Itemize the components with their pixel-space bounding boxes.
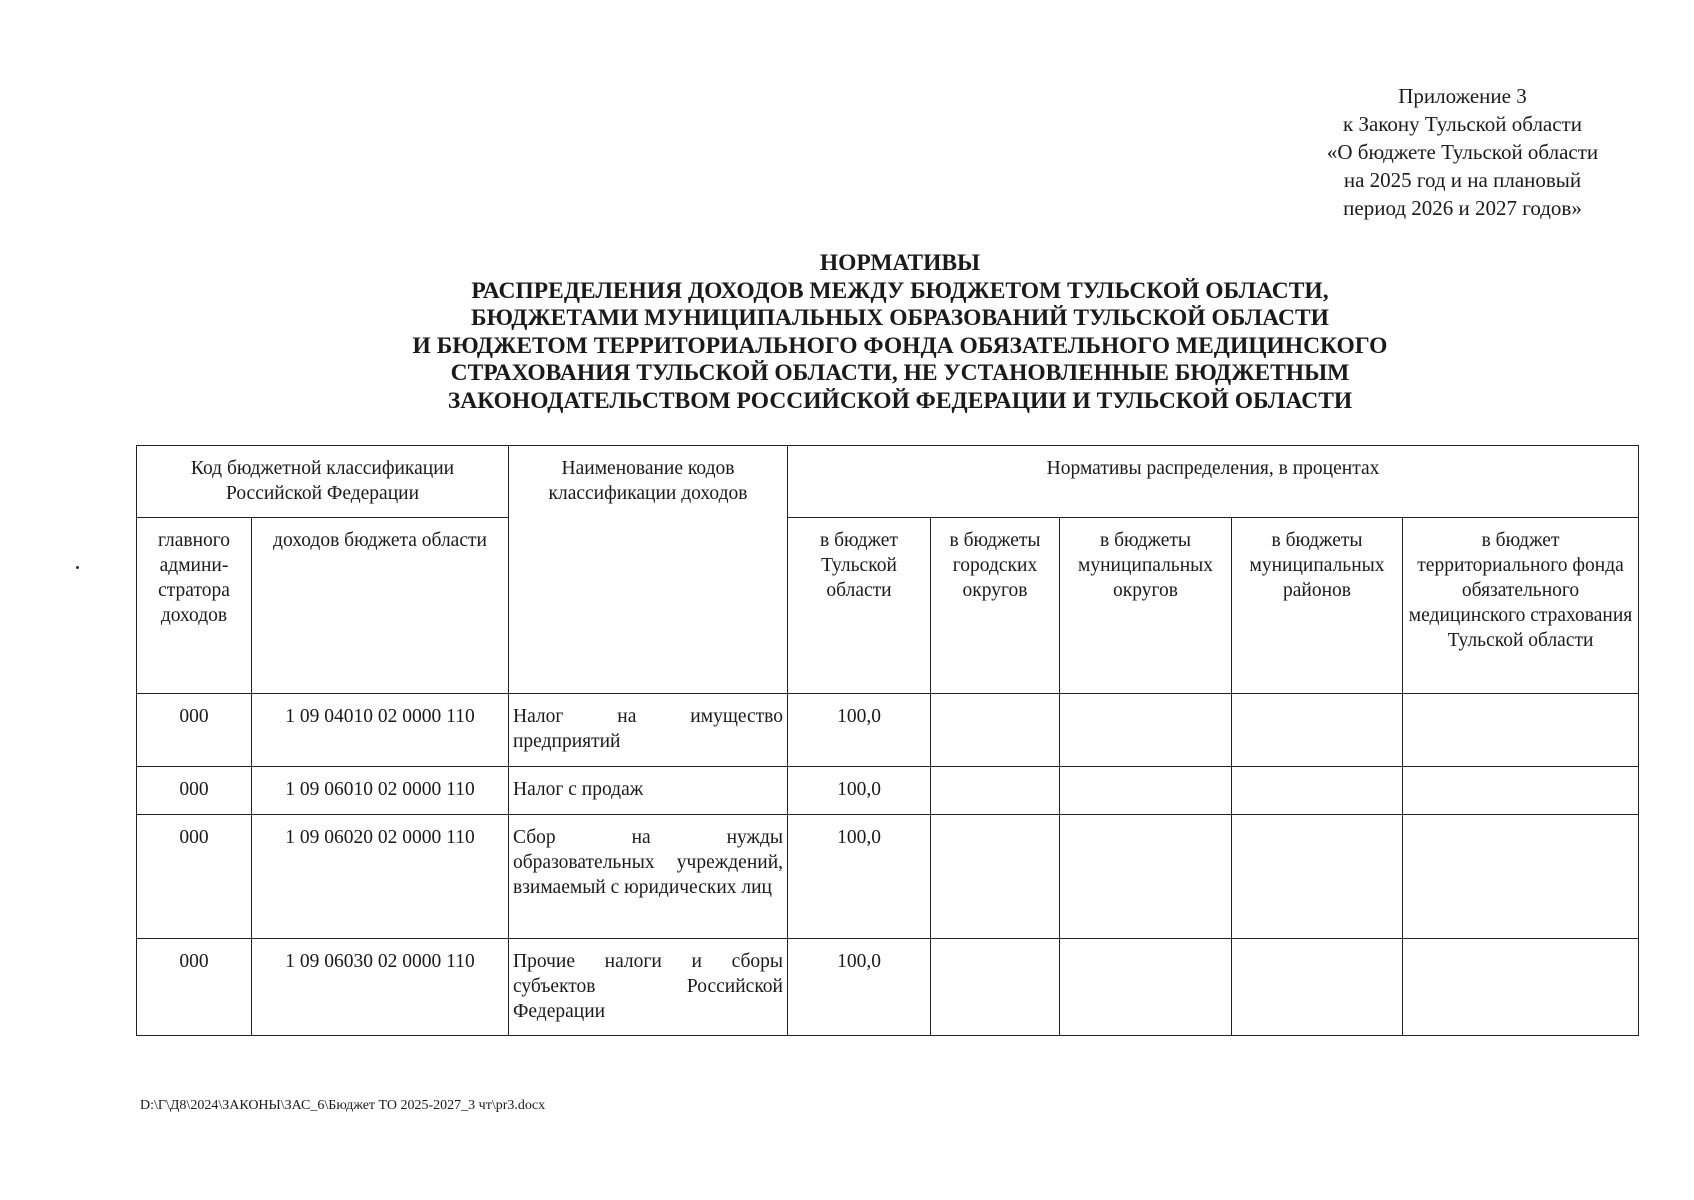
header-municipal-okrug: в бюджеты муниципальных округов bbox=[1060, 518, 1232, 694]
cell-municipal-okrug bbox=[1060, 815, 1232, 939]
table-row bbox=[137, 767, 1639, 815]
title-line: СТРАХОВАНИЯ ТУЛЬСКОЙ ОБЛАСТИ, НЕ УСТАНОВЛЕННЫЕ БЮДЖЕТНЫМ bbox=[450, 360, 1350, 386]
cell-tfoms bbox=[1403, 767, 1639, 815]
cell-tfoms bbox=[1403, 694, 1639, 767]
cell-city bbox=[931, 939, 1060, 1036]
appendix-line: «О бюджете Тульской области bbox=[1326, 140, 1599, 164]
header-municipal-rayon: в бюджеты муниципальных районов bbox=[1232, 518, 1403, 694]
cell-municipal-okrug bbox=[1060, 939, 1232, 1036]
file-path-footer: D:\Г\Д8\2024\ЗАКОНЫ\ЗАС_6\Бюджет ТО 2025-2027_3 чт\pr3.docx bbox=[140, 1098, 546, 1113]
title-line: И БЮДЖЕТОМ ТЕРРИТОРИАЛЬНОГО ФОНДА ОБЯЗАТЕЛЬНОГО МЕДИЦИНСКОГО bbox=[412, 332, 1388, 359]
cell-city bbox=[931, 815, 1060, 939]
cell-admin: 000 bbox=[137, 939, 252, 1036]
title-line: НОРМАТИВЫ bbox=[819, 250, 981, 276]
cell-region: 100,0 bbox=[788, 939, 931, 1036]
cell-name: Сбор на нужды образовательных учреждений, взимаемый с юридических лиц bbox=[509, 815, 788, 939]
cell-admin: 000 bbox=[137, 694, 252, 767]
cell-municipal-okrug bbox=[1060, 767, 1232, 815]
cell-region: 100,0 bbox=[788, 815, 931, 939]
cell-municipal-rayon bbox=[1232, 694, 1403, 767]
title-line: РАСПРЕДЕЛЕНИЯ ДОХОДОВ МЕЖДУ БЮДЖЕТОМ ТУЛЬСКОЙ ОБЛАСТИ, bbox=[471, 277, 1329, 304]
cell-name: Налог на имущество предприятий bbox=[509, 694, 788, 767]
header-tfoms: в бюджет территориального фонда обязательного медицинского страхования Тульской области bbox=[1403, 518, 1639, 694]
header-region: в бюджет Тульской области bbox=[788, 518, 931, 694]
header-income: доходов бюджета области bbox=[252, 518, 509, 694]
cell-region: 100,0 bbox=[788, 767, 931, 815]
cell-municipal-rayon bbox=[1232, 815, 1403, 939]
cell-tfoms bbox=[1403, 939, 1639, 1036]
appendix-line: на 2025 год и на плановый bbox=[1343, 168, 1582, 192]
cell-municipal-rayon bbox=[1232, 939, 1403, 1036]
header-admin: главного админи-стратора доходов bbox=[137, 518, 252, 694]
cell-municipal-okrug bbox=[1060, 694, 1232, 767]
cell-code: 1 09 06010 02 0000 110 bbox=[252, 767, 509, 815]
appendix-line: Приложение 3 bbox=[1398, 84, 1527, 108]
header-norms: Нормативы распределения, в процентах bbox=[788, 446, 1639, 518]
cell-region: 100,0 bbox=[788, 694, 931, 767]
header-name: Наименование кодов классификации доходов bbox=[509, 446, 788, 694]
header-subrow bbox=[137, 518, 1639, 694]
cell-code: 1 09 06030 02 0000 110 bbox=[252, 939, 509, 1036]
cell-municipal-rayon bbox=[1232, 767, 1403, 815]
cell-city bbox=[931, 694, 1060, 767]
table-row bbox=[137, 815, 1639, 939]
cell-admin: 000 bbox=[137, 815, 252, 939]
appendix-line: период 2026 и 2027 годов» bbox=[1343, 196, 1582, 220]
cell-admin: 000 bbox=[137, 767, 252, 815]
cell-city bbox=[931, 767, 1060, 815]
header-kbk: Код бюджетной классификации Российской Федерации bbox=[137, 446, 509, 518]
title-line: БЮДЖЕТАМИ МУНИЦИПАЛЬНЫХ ОБРАЗОВАНИЙ ТУЛЬСКОЙ ОБЛАСТИ bbox=[471, 305, 1329, 331]
header-row bbox=[137, 446, 1639, 518]
cell-name: Налог с продаж bbox=[509, 767, 788, 815]
cell-code: 1 09 06020 02 0000 110 bbox=[252, 815, 509, 939]
appendix-block bbox=[1290, 82, 1635, 222]
income-distribution-table bbox=[136, 445, 1639, 1036]
header-city: в бюджеты городских округов bbox=[931, 518, 1060, 694]
scan-speck bbox=[76, 566, 79, 569]
cell-tfoms bbox=[1403, 815, 1639, 939]
cell-code: 1 09 04010 02 0000 110 bbox=[252, 694, 509, 767]
appendix-line: к Закону Тульской области bbox=[1343, 112, 1582, 136]
cell-name: Прочие налоги и сборы субъектов Российской Федерации bbox=[509, 939, 788, 1036]
table-row bbox=[137, 939, 1639, 1036]
table-row bbox=[137, 694, 1639, 767]
title-line: ЗАКОНОДАТЕЛЬСТВОМ РОССИЙСКОЙ ФЕДЕРАЦИИ И ТУЛЬСКОЙ ОБЛАСТИ bbox=[447, 387, 1353, 414]
document-title bbox=[300, 250, 1500, 415]
